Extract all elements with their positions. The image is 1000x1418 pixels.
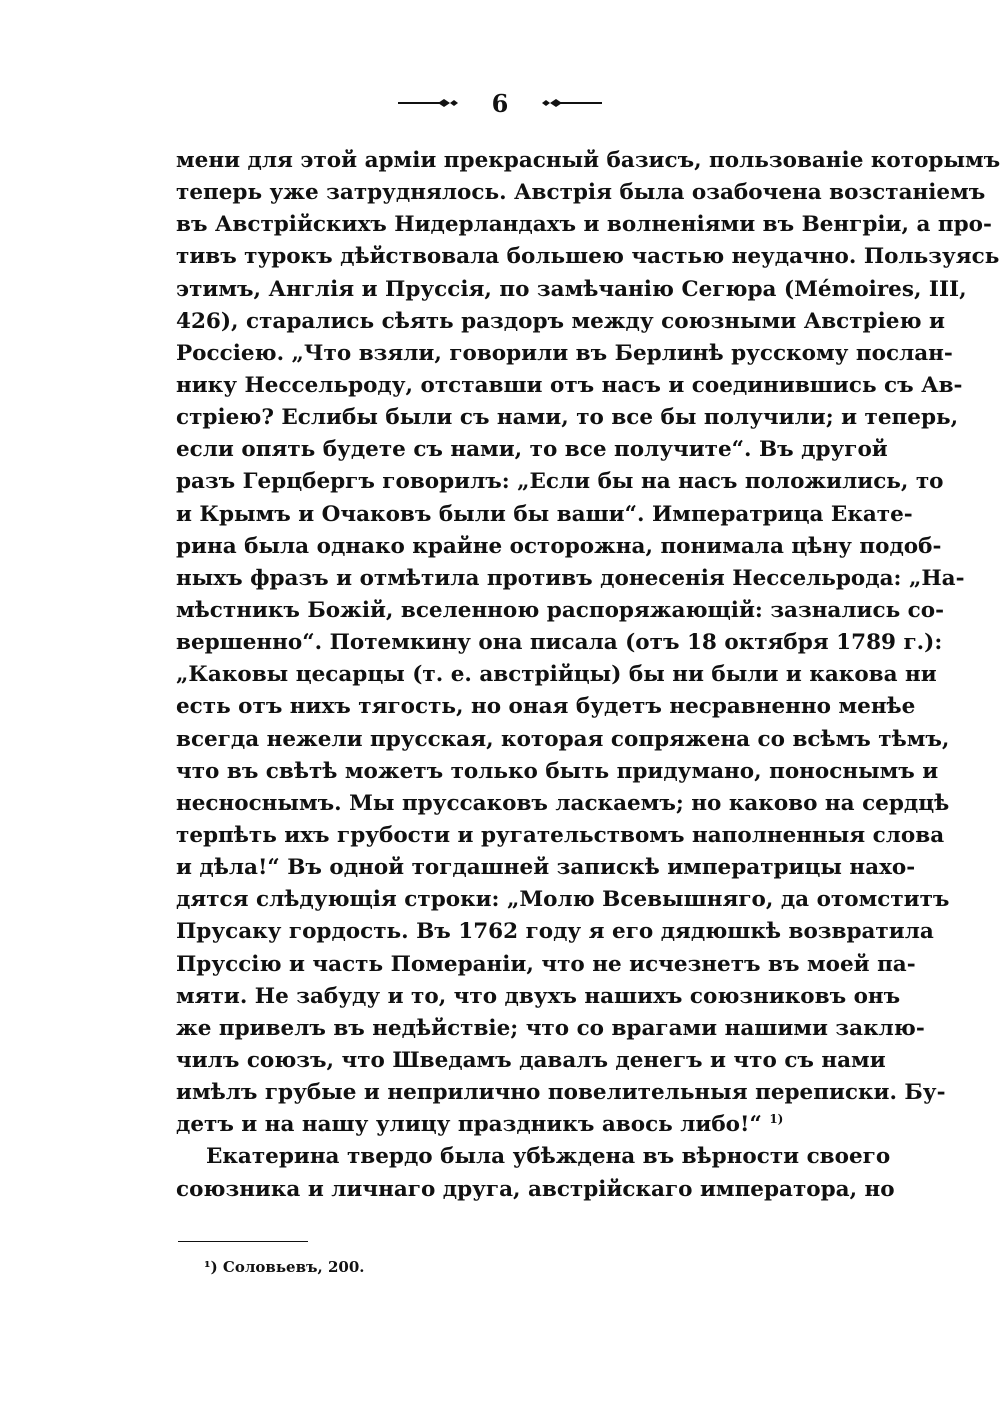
text-line: имѣлъ грубые и неприлично повелительныя переписки. Бу- <box>176 1080 946 1106</box>
text-line: въ Австрійскихъ Нидерландахъ и волненіями въ Венгріи, а про- <box>176 212 992 238</box>
text-line: тивъ турокъ дѣйствовала большею частью неудачно. Пользуясь <box>176 244 1000 270</box>
text-line: 426), старались сѣять раздоръ между союзными Австріею и <box>176 308 945 334</box>
text-line: есть отъ нихъ тягость, но оная будетъ несравненно менѣе <box>176 694 916 720</box>
text-line: вершенно“. Потемкину она писала (отъ 18 октября 1789 г.): <box>176 630 943 656</box>
footnote-divider <box>178 1241 308 1242</box>
text-line: теперь уже затруднялось. Австрія была озабочена возстаніемъ <box>176 180 986 206</box>
text-line: Пруссію и часть Помераніи, что не исчезнетъ въ моей па- <box>176 951 916 977</box>
dash-diamond-ornament-left-icon <box>398 98 458 108</box>
body-text <box>176 145 1000 1206</box>
page-header <box>0 88 1000 118</box>
text-line: и дѣла!“ Въ одной тогдашней запискѣ императрицы нахо- <box>176 855 916 881</box>
text-line: ныхъ фразъ и отмѣтила противъ донесенія Нессельрода: „На- <box>176 565 965 591</box>
text-line: и Крымъ и Очаковъ были бы ваши“. Императрица Екате- <box>176 501 913 527</box>
footnote <box>204 1258 364 1276</box>
text-line: мяти. Не забуду и то, что двухъ нашихъ союзниковъ онъ <box>176 983 901 1009</box>
page-number: 6 <box>491 88 509 118</box>
footnote-text: Соловьевъ, 200. <box>222 1258 365 1276</box>
text-line: всегда нежели прусская, которая сопряжена со всѣмъ тѣмъ, <box>176 726 950 752</box>
text-line: Прусаку гордость. Въ 1762 году я его дядюшкѣ возвратила <box>176 919 934 945</box>
text-line: мѣстникъ Божій, вселенною распоряжающій: зазнались со- <box>176 597 944 623</box>
text-line-content: детъ и на нашу улицу праздникъ авось либо!“ <box>176 1112 762 1138</box>
text-line: что въ свѣтѣ можетъ только быть придумано, поноснымъ и <box>176 758 939 784</box>
text-line: если опять будете съ нами, то все получите“. Въ другой <box>176 437 888 463</box>
text-line: „Каковы цесарцы (т. е. австрійцы) бы ни были и какова ни <box>176 662 937 688</box>
footnote-marker: ¹) <box>204 1258 218 1276</box>
text-line: стріею? Еслибы были съ нами, то все бы получили; и теперь, <box>176 405 959 431</box>
text-line: терпѣть ихъ грубости и ругательствомъ наполненныя слова <box>176 822 945 848</box>
text-line: союзника и личнаго друга, австрійскаго императора, но <box>176 1176 895 1202</box>
text-line: несноснымъ. Мы пруссаковъ ласкаемъ; но каково на сердцѣ <box>176 790 950 816</box>
dash-diamond-ornament-right-icon <box>542 98 602 108</box>
text-line: Екатерина твердо была убѣждена въ вѣрности своего <box>206 1144 891 1170</box>
text-line: разъ Герцбергъ говорилъ: „Если бы на насъ положились, то <box>176 469 944 495</box>
text-line <box>176 1109 826 1141</box>
footnote-reference: 1) <box>769 1112 784 1127</box>
text-line: дятся слѣдующія строки: „Молю Всевышняго, да отомститъ <box>176 887 950 913</box>
text-line: же привелъ въ недѣйствіе; что со врагами нашими заклю- <box>176 1015 925 1041</box>
text-line: Россіею. „Что взяли, говорили въ Берлинѣ русскому послан- <box>176 340 953 366</box>
text-line: этимъ, Англія и Пруссія, по замѣчанію Сегюра (Mémoires, III, <box>176 276 967 302</box>
text-line: нику Нессельроду, отставши отъ насъ и соединившись съ Ав- <box>176 372 963 398</box>
text-line: мени для этой арміи прекрасный базисъ, пользованіе которымъ <box>176 148 1000 173</box>
text-line: чилъ союзъ, что Шведамъ давалъ денегъ и что съ нами <box>176 1047 886 1073</box>
text-line: рина была однако крайне осторожна, понимала цѣну подоб- <box>176 533 942 559</box>
